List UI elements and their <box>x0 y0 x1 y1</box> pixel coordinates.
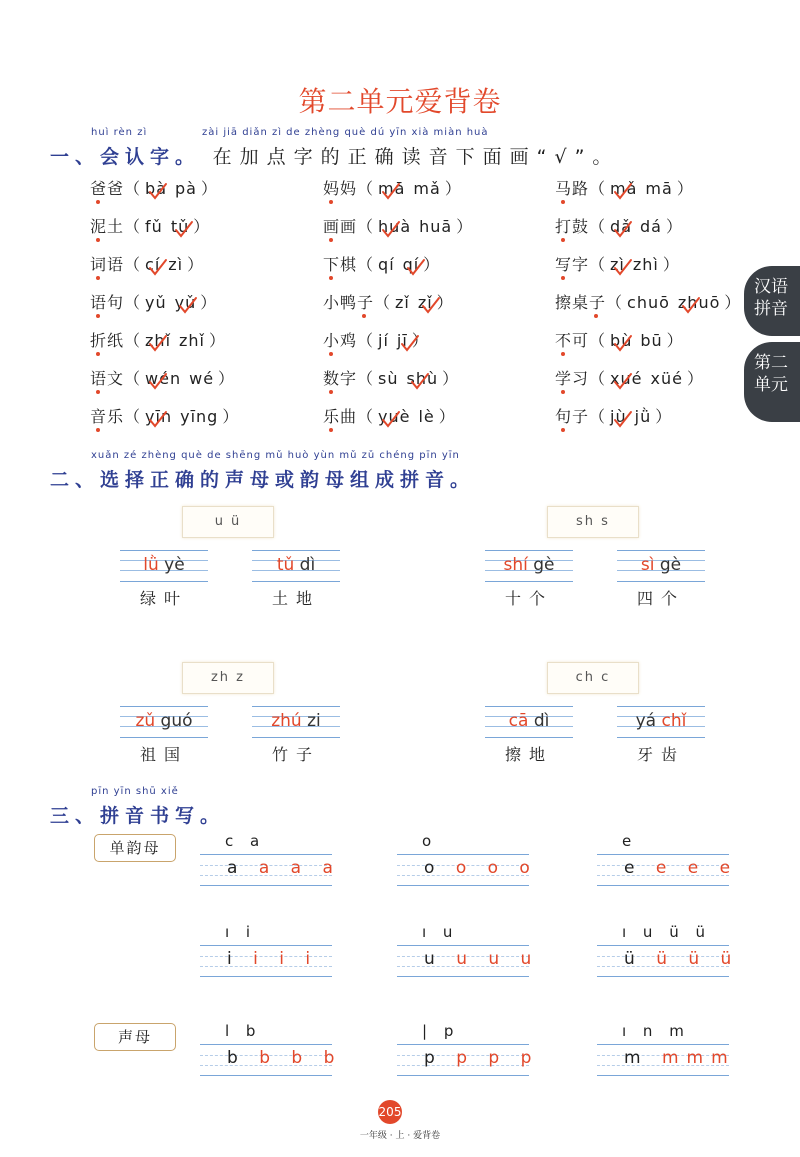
side-tab-unit2[interactable] <box>744 342 800 422</box>
pinyin-option[interactable]: xué <box>610 369 643 388</box>
model-letter: o <box>424 858 456 878</box>
emphasis-dot <box>96 352 100 356</box>
section3-pinyin: pīn yīn shū xiě <box>91 786 179 797</box>
label-box-initials: 声母 <box>94 1023 176 1051</box>
writing-practice[interactable] <box>424 1048 539 1068</box>
emphasis-dot <box>594 314 598 318</box>
section1-pinyin-b: zài jiā diǎn zì de zhèng què dú yīn xià miàn huà <box>202 127 489 138</box>
section1-label: 一、会认字。 <box>50 146 201 168</box>
pinyin-option[interactable]: yǔ <box>174 293 197 312</box>
item-word: 泥土 <box>90 217 125 236</box>
pinyin-option[interactable]: zǐ <box>395 293 410 312</box>
reading-item: 画画（ huà huā ） <box>323 214 473 237</box>
pinyin-option[interactable]: yǔ <box>145 293 167 312</box>
pinyin-answer[interactable]: sì gè <box>640 555 682 575</box>
stave-line <box>397 1075 529 1076</box>
item-word: 语文 <box>90 369 125 388</box>
checkmark-icon <box>613 220 633 238</box>
pinyin-option[interactable]: huà <box>378 217 412 236</box>
pinyin-option[interactable]: zì <box>610 255 625 274</box>
stroke-order: c a <box>225 832 266 850</box>
stroke-order: l b <box>225 1022 262 1040</box>
item-word: 小鸡 <box>323 331 358 350</box>
pinyin-answer[interactable]: lǜ yè <box>143 555 185 575</box>
item-word: 马路 <box>555 179 590 198</box>
pinyin-option[interactable]: jù <box>610 407 627 426</box>
pinyin-answer[interactable]: tǔ dì <box>276 555 316 575</box>
section1-instruction: 在加点字的正确读音下面画“√”。 <box>212 146 620 168</box>
checkmark-icon <box>381 410 401 428</box>
emphasis-dot <box>362 314 366 318</box>
pinyin-option[interactable]: chuō <box>627 293 670 312</box>
writing-practice[interactable] <box>227 858 341 878</box>
hanzi-word: 擦地 <box>504 745 553 764</box>
pinyin-option[interactable]: jǜ <box>634 407 652 426</box>
reading-item: 小鸭子（ zǐ zǐ ） <box>323 290 454 313</box>
reading-item: 泥土（ fǔ tǔ ） <box>90 214 210 237</box>
item-word: 写字 <box>555 255 590 274</box>
filled-answer: lǜ <box>143 555 159 575</box>
pinyin-answer[interactable]: cā dì <box>508 711 550 731</box>
writing-practice[interactable] <box>624 949 739 969</box>
emphasis-dot <box>329 390 333 394</box>
item-word: 擦桌子 <box>555 293 607 312</box>
model-letter: m <box>624 1048 662 1068</box>
emphasis-dot <box>96 390 100 394</box>
checkmark-icon <box>400 334 420 352</box>
stave-line <box>200 1075 332 1076</box>
pinyin-option[interactable]: dǎ <box>610 217 632 236</box>
pinyin-option[interactable]: wé <box>189 369 215 388</box>
filled-answer: zhú <box>271 711 302 731</box>
pinyin-option[interactable]: zhuō <box>677 293 721 312</box>
checkmark-icon <box>148 182 168 200</box>
checkmark-icon <box>410 372 430 390</box>
section2-heading: 二、选择正确的声母或韵母组成拼音。 <box>50 469 476 491</box>
reading-item: 数字（ sù shù ） <box>323 366 459 389</box>
checkmark-icon <box>148 258 168 276</box>
pinyin-answer[interactable]: zhú zi <box>271 711 321 731</box>
choice-box: ch c <box>547 662 639 694</box>
pinyin-answer[interactable]: zǔ guó <box>135 711 193 731</box>
pinyin-option[interactable]: yīn <box>145 407 173 426</box>
model-letter: e <box>624 858 656 878</box>
pinyin-option[interactable]: mā <box>378 179 406 198</box>
model-letter: b <box>227 1048 260 1068</box>
emphasis-dot <box>96 314 100 318</box>
filled-answer: sì <box>640 555 655 575</box>
emphasis-dot <box>329 200 333 204</box>
practice-letters: a a a <box>258 858 341 878</box>
checkmark-icon <box>613 182 633 200</box>
section1-pinyin-a: huì rèn zì <box>91 127 148 138</box>
emphasis-dot <box>329 238 333 242</box>
choice-box: sh s <box>547 506 639 538</box>
item-word: 爸爸 <box>90 179 125 198</box>
emphasis-dot <box>561 276 565 280</box>
reading-item: 写字（ zì zhì ） <box>555 252 680 275</box>
section1-heading <box>50 142 619 169</box>
writing-practice[interactable] <box>227 1048 342 1068</box>
pinyin-option[interactable]: shù <box>406 369 439 388</box>
practice-letters: e e e <box>655 858 739 878</box>
stave-line <box>397 976 529 977</box>
reading-item: 音乐（ yīn yīng ） <box>90 404 239 427</box>
checkmark-icon <box>148 410 168 428</box>
item-word: 打鼓 <box>555 217 590 236</box>
reading-item: 马路（ mǎ mā ） <box>555 176 694 199</box>
reading-item: 折纸（ zhǐ zhǐ ） <box>90 328 226 351</box>
reading-item: 不可（ bù bū ） <box>555 328 684 351</box>
emphasis-dot <box>561 200 565 204</box>
stave-line <box>397 885 529 886</box>
page-title: 第二单元爱背卷 <box>298 85 502 118</box>
pinyin-option[interactable]: zhì <box>632 255 659 274</box>
pinyin-option[interactable]: zhǐ <box>179 331 205 350</box>
footer: 一年级 · 上 · 爱背卷 <box>359 1131 441 1141</box>
page-number: 205 <box>378 1100 402 1124</box>
pinyin-option[interactable]: mǎ <box>610 179 638 198</box>
item-word: 妈妈 <box>323 179 358 198</box>
pinyin-option[interactable]: wén <box>145 369 182 388</box>
side-tab-label: 第二单元 <box>754 353 788 395</box>
pinyin-option[interactable]: qí <box>378 255 395 274</box>
reading-item: 爸爸（ bà pà ） <box>90 176 218 199</box>
reading-item: 句子（ jù jǜ ） <box>555 404 672 427</box>
section3-heading: 三、拼音书写。 <box>50 805 226 827</box>
hanzi-word: 十个 <box>504 589 553 608</box>
practice-letters: b b b <box>259 1048 343 1068</box>
side-tab-label: 汉语拼音 <box>754 277 788 319</box>
writing-practice[interactable] <box>624 1048 736 1068</box>
pinyin-option[interactable]: cí <box>145 255 160 274</box>
writing-practice[interactable] <box>227 949 318 969</box>
checkmark-icon <box>381 182 401 200</box>
reading-item: 词语（ cí zì ） <box>90 252 204 275</box>
item-word: 乐曲 <box>323 407 358 426</box>
choice-box: u ü <box>182 506 274 538</box>
reading-item: 妈妈（ mā mǎ ） <box>323 176 462 199</box>
stroke-order: ı u ü ü <box>622 923 711 941</box>
pinyin-option[interactable]: mā <box>645 179 673 198</box>
filled-answer: zǔ <box>135 711 156 731</box>
pinyin-option[interactable]: dá <box>640 217 662 236</box>
reading-item: 语文（ wén wé ） <box>90 366 235 389</box>
filled-answer: shí <box>503 555 528 575</box>
stave-line <box>597 885 729 886</box>
stroke-order: ı i <box>225 923 257 941</box>
checkmark-icon <box>421 296 441 314</box>
filled-answer: tǔ <box>276 555 295 575</box>
practice-letters: ü ü ü <box>656 949 740 969</box>
item-word: 画画 <box>323 217 358 236</box>
checkmark-icon <box>148 372 168 390</box>
pinyin-answer[interactable]: shí gè <box>503 555 555 575</box>
hanzi-word: 牙齿 <box>636 745 685 764</box>
writing-practice[interactable] <box>624 858 738 878</box>
pinyin-option[interactable]: lè <box>418 407 435 426</box>
model-letter: i <box>227 949 254 969</box>
side-tab-pinyin[interactable] <box>744 266 800 336</box>
item-word: 数字 <box>323 369 358 388</box>
pinyin-option[interactable]: zǐ <box>418 293 433 312</box>
pinyin-option[interactable]: yīng <box>180 407 219 426</box>
checkmark-icon <box>613 258 633 276</box>
practice-letters: p p p <box>456 1048 540 1068</box>
hanzi-word: 土地 <box>271 589 320 608</box>
reading-item: 学习（ xué xüé ） <box>555 366 704 389</box>
checkmark-icon <box>406 258 426 276</box>
hanzi-word: 竹子 <box>271 745 320 764</box>
pinyin-option[interactable]: bà <box>145 179 167 198</box>
checkmark-icon <box>613 334 633 352</box>
reading-item: 擦桌子（ chuō zhuō ） <box>555 290 741 313</box>
reading-item: 乐曲（ yuè lè ） <box>323 404 456 427</box>
practice-letters: i i i <box>253 949 319 969</box>
hanzi-word: 祖国 <box>139 745 188 764</box>
model-letter: p <box>424 1048 457 1068</box>
pinyin-option[interactable]: pà <box>175 179 197 198</box>
emphasis-dot <box>329 352 333 356</box>
stroke-order: ı u <box>422 923 459 941</box>
writing-practice[interactable] <box>424 949 539 969</box>
emphasis-dot <box>561 352 565 356</box>
stave-line <box>597 1075 729 1076</box>
reading-item: 下棋（ qí qí ） <box>323 252 440 275</box>
stave-line <box>200 885 332 886</box>
pinyin-option[interactable]: jī <box>397 331 408 350</box>
pinyin-option[interactable]: bù <box>610 331 633 350</box>
pinyin-option[interactable]: zhǐ <box>145 331 172 350</box>
model-letter: ü <box>624 949 657 969</box>
practice-letters: o o o <box>455 858 538 878</box>
section2-pinyin: xuǎn zé zhèng què de shēng mǔ huò yùn mǔ zǔ chéng pīn yīn <box>91 450 460 461</box>
item-word: 语句 <box>90 293 125 312</box>
pinyin-option[interactable]: jí <box>378 331 389 350</box>
emphasis-dot <box>561 390 565 394</box>
pinyin-option[interactable]: qí <box>403 255 420 274</box>
pinyin-answer[interactable]: yá chǐ <box>635 711 687 731</box>
checkmark-icon <box>613 410 633 428</box>
stave-line <box>200 976 332 977</box>
stroke-order: e <box>622 832 638 850</box>
checkmark-icon <box>613 372 633 390</box>
emphasis-dot <box>561 428 565 432</box>
checkmark-icon <box>174 220 194 238</box>
pinyin-option[interactable]: tǔ <box>171 217 189 236</box>
stave-line <box>597 976 729 977</box>
emphasis-dot <box>96 276 100 280</box>
checkmark-icon <box>381 220 401 238</box>
stroke-order: | p <box>422 1022 460 1040</box>
choice-box: zh z <box>182 662 274 694</box>
reading-item: 打鼓（ dǎ dá ） <box>555 214 683 237</box>
stroke-order: o <box>422 832 438 850</box>
practice-letters: u u u <box>456 949 540 969</box>
model-letter: u <box>424 949 457 969</box>
pinyin-option[interactable]: yuè <box>378 407 411 426</box>
practice-letters: mmm <box>661 1048 736 1068</box>
item-word: 学习 <box>555 369 590 388</box>
checkmark-icon <box>681 296 701 314</box>
pinyin-option[interactable]: mǎ <box>413 179 441 198</box>
checkmark-icon <box>148 334 168 352</box>
item-word: 下棋 <box>323 255 358 274</box>
writing-practice[interactable] <box>424 858 538 878</box>
emphasis-dot <box>96 238 100 242</box>
label-box-vowels: 单韵母 <box>94 834 176 862</box>
emphasis-dot <box>561 238 565 242</box>
item-word: 词语 <box>90 255 125 274</box>
hanzi-word: 绿叶 <box>139 589 188 608</box>
checkmark-icon <box>178 296 198 314</box>
stroke-order: ı n m <box>622 1022 690 1040</box>
item-word: 折纸 <box>90 331 125 350</box>
pinyin-option[interactable]: sù <box>378 369 399 388</box>
emphasis-dot <box>96 428 100 432</box>
model-letter: a <box>227 858 259 878</box>
emphasis-dot <box>329 428 333 432</box>
reading-item: 语句（ yǔ yǔ ） <box>90 290 217 313</box>
hanzi-word: 四个 <box>636 589 685 608</box>
pinyin-option[interactable]: bū <box>640 331 663 350</box>
item-word: 小鸭子 <box>323 293 375 312</box>
pinyin-option[interactable]: zì <box>168 255 184 274</box>
filled-answer: chǐ <box>661 711 687 731</box>
pinyin-option[interactable]: huā <box>419 217 453 236</box>
item-word: 音乐 <box>90 407 125 426</box>
emphasis-dot <box>329 276 333 280</box>
reading-item: 小鸡（ jí jī ） <box>323 328 429 351</box>
filled-answer: cā <box>508 711 529 731</box>
pinyin-option[interactable]: fǔ <box>145 217 163 236</box>
emphasis-dot <box>96 200 100 204</box>
pinyin-option[interactable]: xüé <box>650 369 683 388</box>
item-word: 句子 <box>555 407 590 426</box>
item-word: 不可 <box>555 331 590 350</box>
